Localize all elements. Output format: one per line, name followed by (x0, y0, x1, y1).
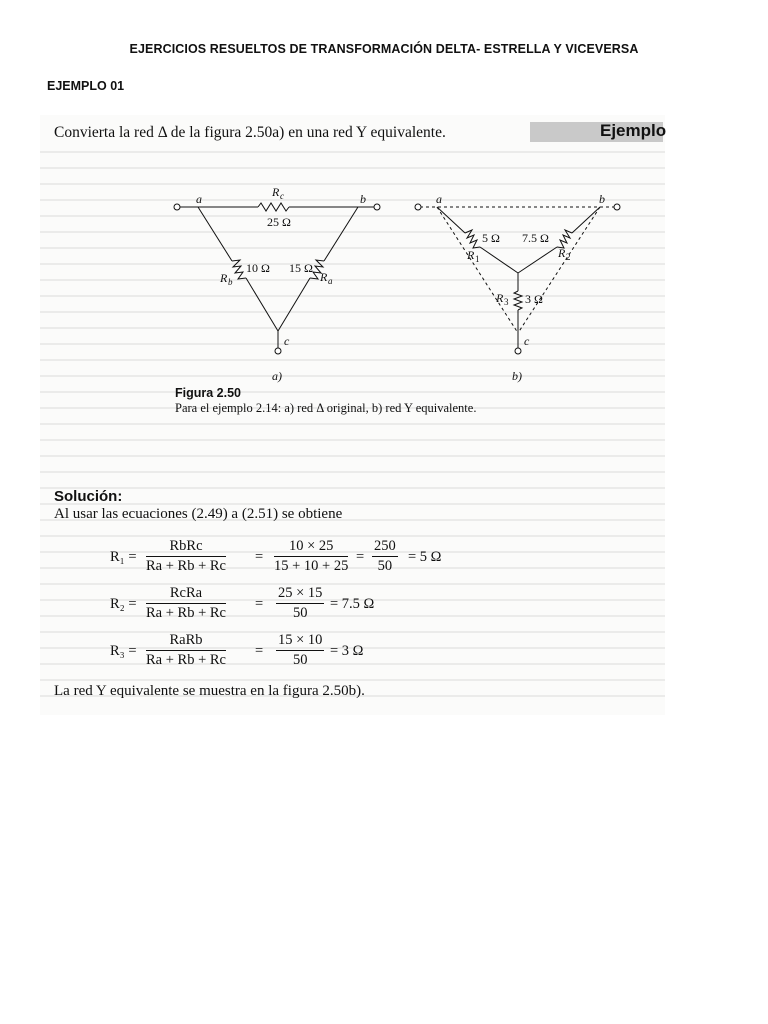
equation-r1-sub-den: 15 + 10 + 25 (274, 558, 349, 574)
ejemplo-corner-tag: Ejemplo (600, 121, 667, 140)
equation-r1-formula (146, 538, 226, 575)
equation-r3-substitution (276, 632, 324, 669)
solution-intro: Al usar las ecuaciones (2.49) a (2.51) se obtiene (54, 506, 343, 522)
dashed-delta-left (437, 207, 518, 333)
equation-r3-sub-den: 50 (292, 652, 308, 668)
y-node-c-terminal (515, 348, 521, 354)
equation-r3-sub-num: 15 × 10 (276, 632, 324, 651)
solution-heading: Solución: (54, 488, 123, 505)
example-heading: EJEMPLO 01 (47, 79, 125, 93)
equation-r2-sub-den: 50 (292, 605, 308, 621)
y-label-node-c: c (524, 334, 530, 348)
label-node-b: b (360, 192, 366, 206)
equation-r3-lhs: R₃ = (110, 643, 137, 659)
label-rb-value: 10 Ω (246, 261, 270, 275)
label-rc-name: R (272, 185, 280, 199)
equation-r3-formula (146, 632, 226, 669)
label-r3-name: R (496, 291, 504, 305)
wire-r2-bottom (518, 247, 557, 273)
equation-r1-sub-num: 10 × 25 (274, 538, 348, 557)
y-node-a-terminal (415, 204, 421, 210)
equation-r2-formula-den: Ra + Rb + Rc (146, 605, 226, 621)
document-title: EJERCICIOS RESUELTOS DE TRANSFORMACIÓN DELTA- ESTRELLA Y VICEVERSA (129, 42, 639, 56)
label-ra-sub: a (328, 276, 333, 286)
equation-r2-substitution (276, 585, 324, 622)
label-rc-value: 25 Ω (267, 215, 291, 229)
label-ra-name: R (320, 270, 328, 284)
equation-r2-result: = 7.5 Ω (330, 596, 375, 612)
equals-sign: = (255, 549, 264, 565)
node-c-terminal (275, 348, 281, 354)
conclusion-text: La red Y equivalente se muestra en la figura 2.50b). (54, 683, 365, 699)
wire-r1-bottom (480, 247, 518, 273)
resistor-r1 (465, 230, 480, 248)
label-r1-name: R (467, 248, 475, 262)
y-label-node-b: b (599, 192, 605, 206)
equation-r1-formula-den: Ra + Rb + Rc (146, 558, 226, 574)
equation-r2-lhs: R₂ = (110, 596, 137, 612)
equation-r3-formula-num: RaRb (146, 632, 226, 651)
label-node-c: c (284, 334, 290, 348)
wire-right-bottom (278, 278, 310, 331)
equation-r2-formula (146, 585, 226, 622)
equals-sign: = (255, 596, 264, 612)
equation-r1-result: = 5 Ω (408, 549, 442, 565)
label-r2-name: R (558, 246, 566, 260)
y-label-node-a: a (436, 192, 442, 206)
equals-sign: = (255, 643, 264, 659)
equation-r3-result: = 3 Ω (330, 643, 364, 659)
wire-right-top (324, 207, 358, 261)
label-r1-value: 5 Ω (482, 231, 500, 245)
label-rb-sub: b (228, 277, 233, 287)
dashed-delta-right (518, 207, 600, 333)
wire-left-bottom (246, 278, 278, 331)
problem-statement: Convierta la red Δ de la figura 2.50a) en una red Y equivalente. (54, 124, 446, 141)
label-r2-sub: 2 (566, 252, 571, 262)
resistor-rb (232, 260, 246, 279)
equals-sign: = (356, 549, 365, 565)
label-rc-sub: c (280, 191, 284, 201)
label-node-a: a (196, 192, 202, 206)
equation-r2-formula-num: RcRa (146, 585, 226, 604)
figure-b-panel-label: b) (512, 369, 522, 383)
equation-r3-formula-den: Ra + Rb + Rc (146, 652, 226, 668)
label-r2-value: 7.5 Ω (522, 231, 549, 245)
label-r3-sub: 3 (504, 297, 509, 307)
figure-a-panel-label: a) (272, 369, 282, 383)
equation-r1-lhs: R₁ = (110, 549, 137, 565)
equation-r1-formula-num: RbRc (146, 538, 226, 557)
resistor-rc (258, 203, 289, 211)
node-a-terminal (174, 204, 180, 210)
equation-r1-mid-den: 50 (377, 558, 393, 574)
equation-r2-sub-num: 25 × 15 (276, 585, 324, 604)
resistor-r3 (514, 291, 522, 310)
y-node-b-terminal (614, 204, 620, 210)
figure-caption-title: Figura 2.50 (175, 386, 241, 400)
label-ra-value: 15 Ω (289, 261, 313, 275)
figure-caption-text: Para el ejemplo 2.14: a) red Δ original, b) red Y equivalente. (175, 401, 477, 415)
label-rb-name: R (220, 271, 228, 285)
node-b-terminal (374, 204, 380, 210)
equation-r1-intermediate (372, 538, 398, 575)
equation-r1-substitution (274, 538, 348, 575)
wire-left-top (198, 207, 232, 261)
equation-r1-mid-num: 250 (372, 538, 398, 557)
label-r1-sub: 1 (475, 254, 480, 264)
label-r3-value: 3 Ω (525, 292, 543, 306)
